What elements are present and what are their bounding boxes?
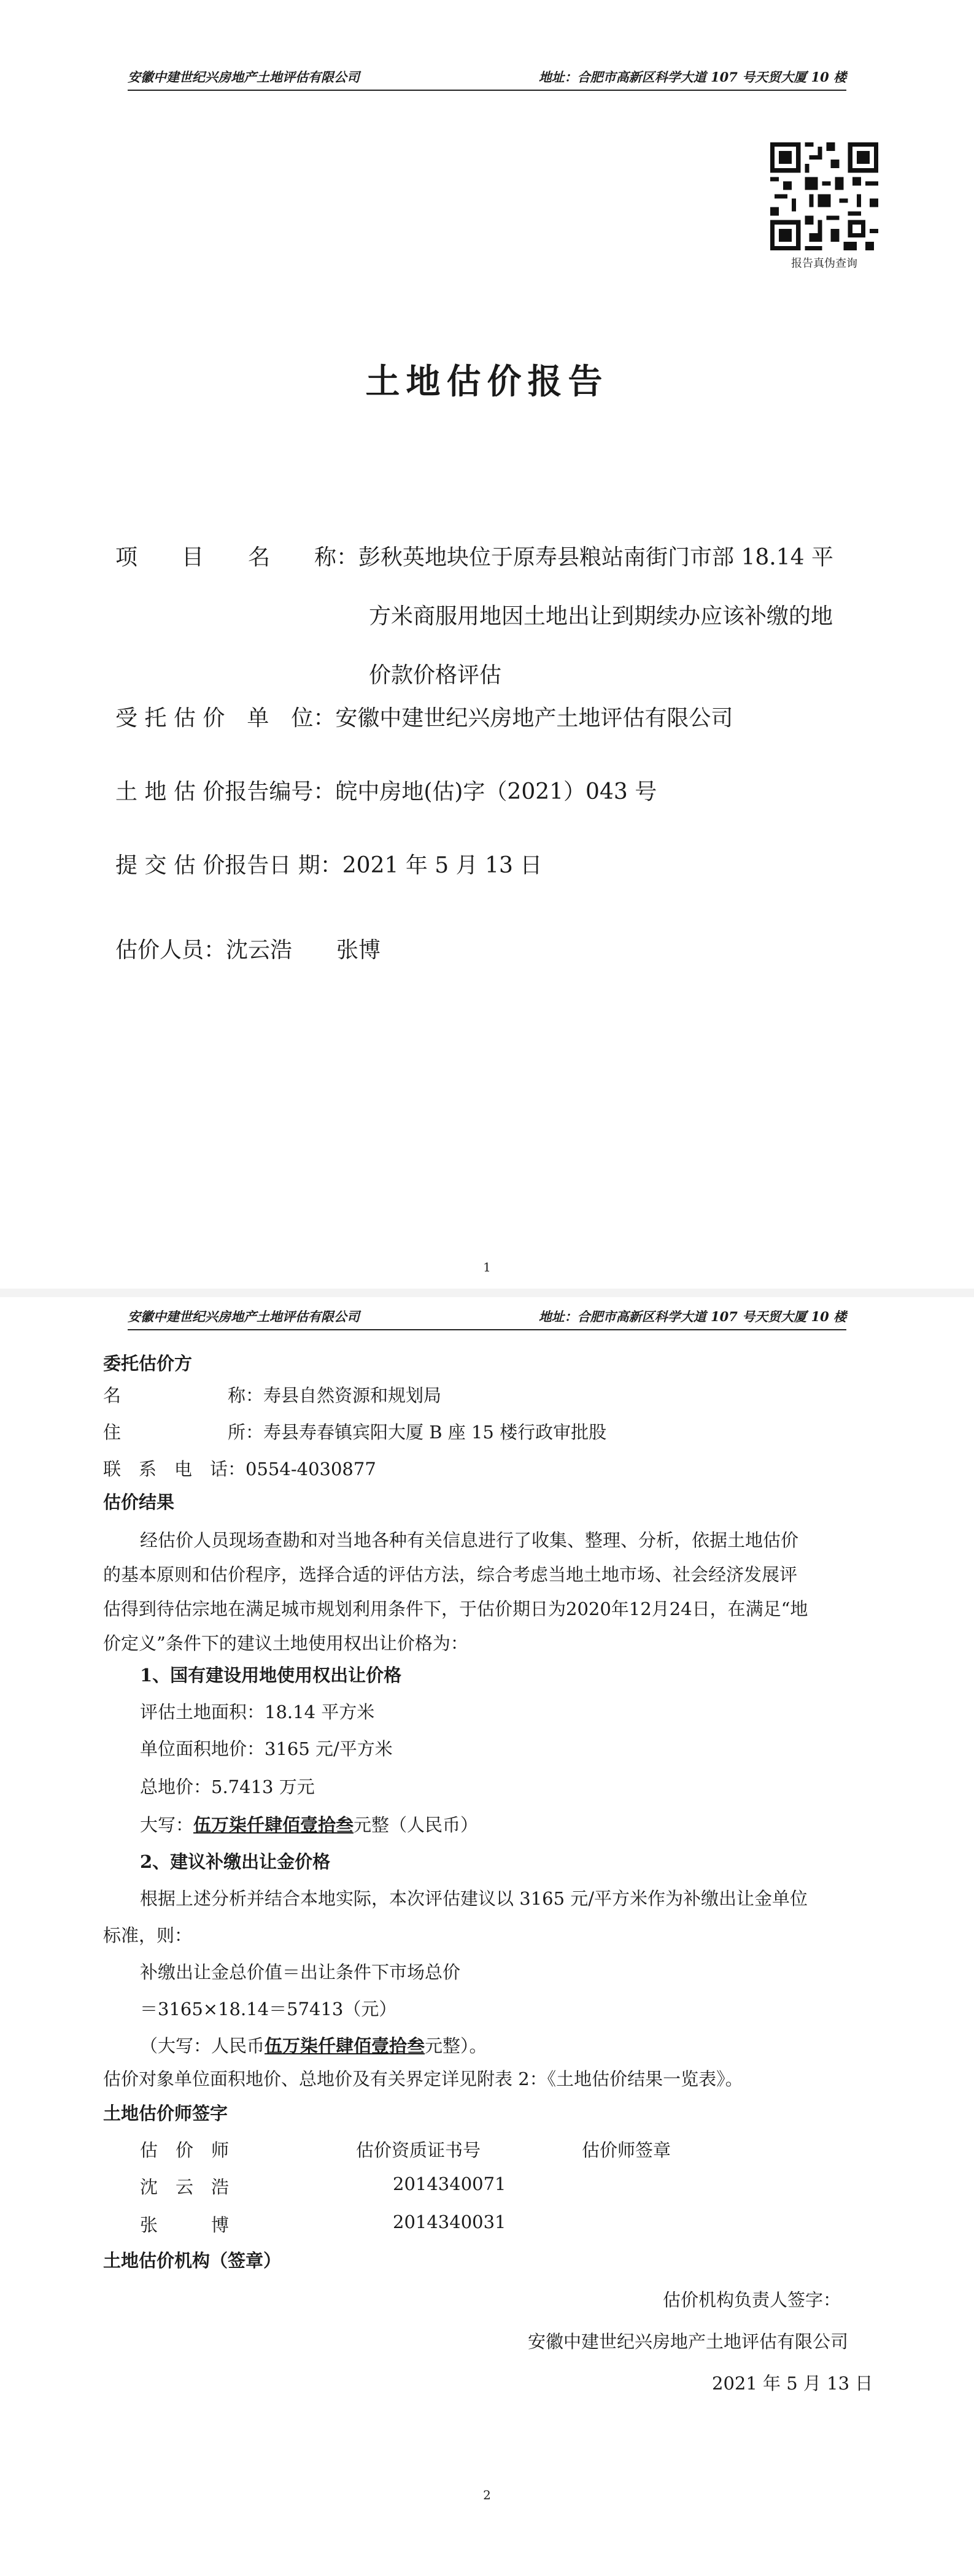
agency-heading: 土地估价机构（签章） bbox=[103, 2250, 282, 2271]
formula-line1: 补缴出让金总价值＝出让条件下市场总价 bbox=[140, 1962, 461, 1983]
header-company: 安徽中建世纪兴房地产土地评估有限公司 bbox=[128, 1309, 360, 1324]
appraiser-name: 沈 云 浩 bbox=[140, 2177, 230, 2197]
client-address-row bbox=[103, 1419, 606, 1444]
page-number-2: 2 bbox=[483, 2488, 491, 2502]
qr-code[interactable] bbox=[770, 142, 878, 250]
submit-date-label: 提 交 估 价报告日 期： bbox=[115, 853, 342, 878]
suggest-para-line1: 根据上述分析并结合本地实际，本次评估建议以 3165 元/平方米作为补缴出让金单位 bbox=[140, 1888, 808, 1909]
report-title: 土地估价报告 bbox=[365, 362, 609, 402]
suggest-para-line2: 标准，则： bbox=[103, 1925, 193, 1946]
client-phone-label: 联 系 电 话： bbox=[103, 1459, 246, 1479]
agency-name: 安徽中建世纪兴房地产土地评估有限公司 bbox=[528, 2331, 849, 2352]
result-para-line3: 估得到待估宗地在满足城市规划利用条件下，于估价期日为2020年12月24日，在满足“地 bbox=[103, 1598, 808, 1619]
project-value-line3: 价款价格评估 bbox=[369, 663, 502, 688]
capital-amount-suffix: 元整（人民币） bbox=[354, 1814, 479, 1835]
header-address: 地址：合肥市高新区科学大道 107 号天贸大厦 10 楼 bbox=[538, 1309, 846, 1324]
client-phone-value: 0554-4030877 bbox=[245, 1459, 376, 1479]
project-value-line1: 彭秋英地块位于原寿县粮站南街门市部 18.14 平 bbox=[358, 545, 833, 570]
result-para-line4: 价定义”条件下的建议土地使用权出让价格为： bbox=[103, 1633, 468, 1654]
detail-note: 估价对象单位面积地价、总地价及有关界定详见附表 2：《土地估价结果一览表》。 bbox=[103, 2069, 743, 2089]
client-value: 安徽中建世纪兴房地产土地评估有限公司 bbox=[335, 706, 733, 731]
section1-heading: 1、国有建设用地使用权出让价格 bbox=[140, 1665, 402, 1686]
page-2 bbox=[0, 1297, 974, 2576]
land-area: 评估土地面积：18.14 平方米 bbox=[140, 1702, 375, 1722]
report-no-row bbox=[115, 774, 657, 806]
page-separator bbox=[0, 1289, 974, 1297]
header-address: 地址：合肥市高新区科学大道 107 号天贸大厦 10 楼 bbox=[538, 69, 846, 85]
appraisers-label: 估价人员： bbox=[115, 938, 226, 963]
capital-amount2-row bbox=[140, 2032, 487, 2057]
qr-caption: 报告真伪查询 bbox=[791, 257, 857, 270]
page-header bbox=[128, 58, 846, 91]
client-label: 受 托 估 价 单 位： bbox=[115, 706, 336, 731]
capital-amount2-prefix: （大写：人民币 bbox=[140, 2035, 265, 2056]
col-appraiser: 估 价 师 bbox=[140, 2140, 230, 2161]
col-seal: 估价师签章 bbox=[582, 2140, 671, 2161]
client-phone-row bbox=[103, 1456, 376, 1481]
client-name-row bbox=[103, 1382, 441, 1407]
project-row bbox=[115, 540, 833, 571]
col-cert-no: 估价资质证书号 bbox=[356, 2140, 481, 2161]
page-number-1: 1 bbox=[483, 1260, 491, 1275]
cert-no: 2014340071 bbox=[393, 2173, 506, 2194]
result-heading: 估价结果 bbox=[103, 1492, 175, 1513]
header-company: 安徽中建世纪兴房地产土地评估有限公司 bbox=[128, 69, 360, 85]
appraiser-name: 张 博 bbox=[140, 2215, 230, 2235]
formula-line2: ＝3165×18.14＝57413（元） bbox=[140, 1999, 397, 2019]
responsible-signature: 估价机构负责人签字： bbox=[663, 2289, 841, 2310]
result-para-line1: 经估价人员现场查勘和对当地各种有关信息进行了收集、整理、分析，依据土地估价 bbox=[140, 1530, 799, 1551]
result-para-line2: 的基本原则和估价程序，选择合适的评估方法，综合考虑当地土地市场、社会经济发展评 bbox=[103, 1564, 798, 1585]
capital-amount-value: 伍万柒仟肆佰壹拾叁 bbox=[193, 1814, 354, 1835]
cert-no: 2014340031 bbox=[393, 2212, 506, 2232]
section2-heading: 2、建议补缴出让金价格 bbox=[140, 1851, 331, 1872]
unit-price: 单位面积地价：3165 元/平方米 bbox=[140, 1738, 393, 1759]
sign-heading: 土地估价师签字 bbox=[103, 2103, 228, 2124]
client-name-label: 名 称： bbox=[103, 1385, 264, 1406]
appraisers-value: 沈云浩 张博 bbox=[226, 938, 381, 963]
page-header bbox=[128, 1297, 846, 1330]
client-name-value: 寿县自然资源和规划局 bbox=[263, 1385, 442, 1406]
sign-date: 2021 年 5 月 13 日 bbox=[712, 2373, 873, 2394]
capital-amount2-value: 伍万柒仟肆佰壹拾叁 bbox=[265, 2035, 425, 2056]
capital-amount-row bbox=[140, 1811, 478, 1837]
total-price: 总地价：5.7413 万元 bbox=[140, 1776, 315, 1797]
project-label: 项 目 名 称： bbox=[115, 545, 359, 570]
capital-amount-label: 大写： bbox=[140, 1814, 194, 1835]
appraisers-row bbox=[115, 933, 381, 964]
client-row bbox=[115, 701, 733, 732]
client-address-label: 住 所： bbox=[103, 1422, 264, 1443]
client-address-value: 寿县寿春镇宾阳大厦 B 座 15 楼行政审批股 bbox=[263, 1422, 607, 1443]
client-heading: 委托估价方 bbox=[103, 1353, 193, 1374]
submit-date-value: 2021 年 5 月 13 日 bbox=[342, 853, 543, 878]
capital-amount2-suffix: 元整）。 bbox=[425, 2035, 487, 2056]
submit-date-row bbox=[115, 848, 542, 879]
project-value-line2: 方米商服用地因土地出让到期续办应该补缴的地 bbox=[369, 604, 833, 629]
report-no-label: 土 地 估 价报告编号： bbox=[115, 779, 336, 804]
report-no-value: 皖中房地(估)字（2021）043 号 bbox=[335, 779, 657, 804]
